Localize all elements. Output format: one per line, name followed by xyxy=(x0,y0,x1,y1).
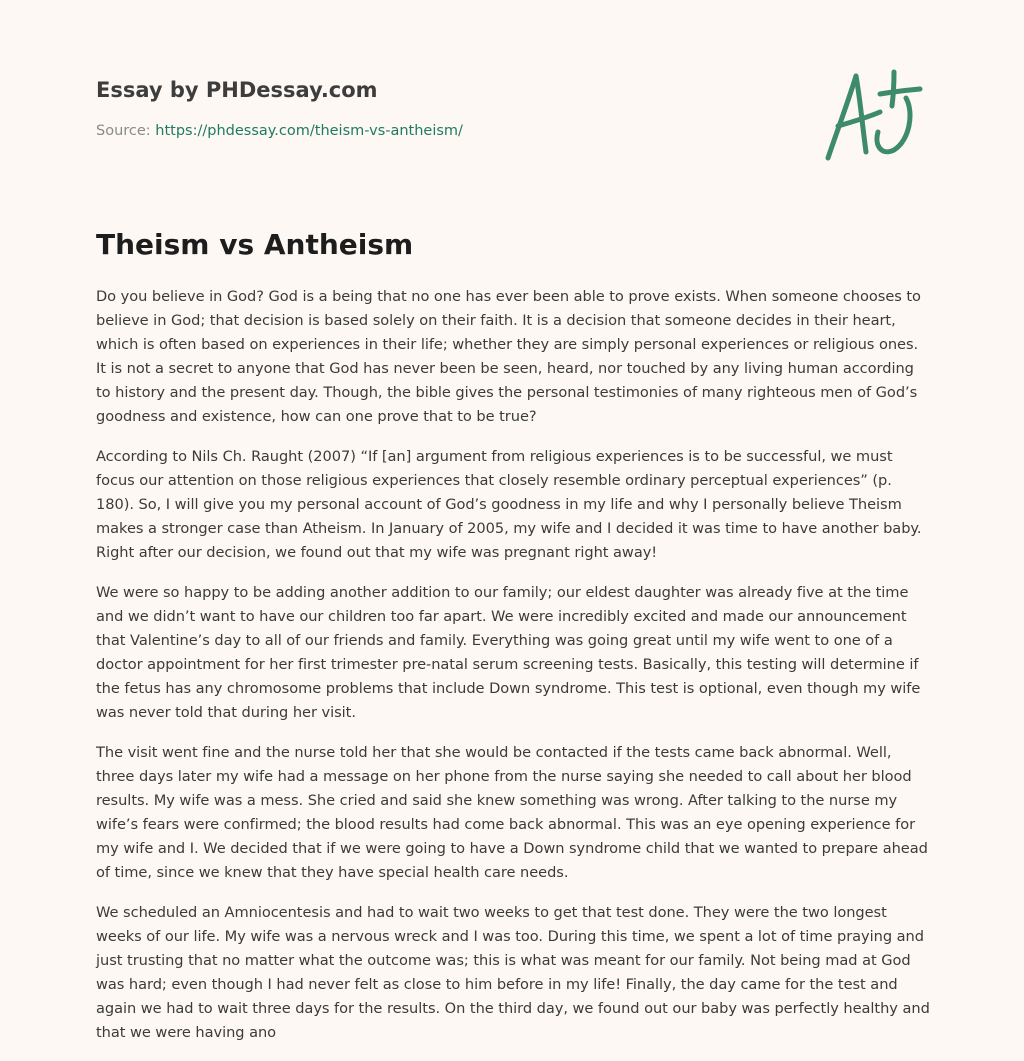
paragraph: According to Nils Ch. Raught (2007) “If [an] argument from religious experiences is to be successful, we must focus our attention on those religious experiences that closely resemble ordinary perceptual experiences” (p. 180). So, I will give you my personal account of God’s goodness in my life and why I personally believe Theism makes a stronger case than Atheism. In January of 2005, my wife and I decided it was time to have another baby. Right after our decision, we found out that my wife was pregnant right away! xyxy=(96,448,922,561)
paragraph: We were so happy to be adding another addition to our family; our eldest daughter was already five at the time and we didn’t want to have our children too far apart. We were incredibly excited and made our announcement that Valentine’s day to all of our friends and family. Everything was going great until my wife went to one of a doctor appointment for her first trimester pre-natal serum screening tests. Basically, this testing will determine if the fetus has any chromosome problems that include Down syndrome. This test is optional, even though my wife was never told that during her visit. xyxy=(96,584,921,721)
a-plus-grade-icon xyxy=(822,68,926,164)
essay-body xyxy=(96,285,932,1061)
source-link[interactable]: https://phdessay.com/theism-vs-antheism/ xyxy=(155,123,463,139)
essay-header xyxy=(96,76,796,141)
paragraph: The visit went fine and the nurse told her that she would be contacted if the tests came back abnormal. Well, three days later my wife had a message on her phone from the nurse saying she needed to call about her blood results. My wife was a mess. She cried and said she knew something was wrong. After talking to the nurse my wife’s fears were confirmed; the blood results had come back abnormal. This was an eye opening experience for my wife and I. We decided that if we were going to have a Down syndrome child that we wanted to prepare ahead of time, since we knew that they have special health care needs. xyxy=(96,744,928,881)
source-line xyxy=(96,121,796,141)
paragraph: We scheduled an Amniocentesis and had to wait two weeks to get that test done. They were the two longest weeks of our life. My wife was a nervous wreck and I was too. During this time, we spent a lot of time praying and just trusting that no matter what the outcome was; this is what was meant for our family. Not being mad at God was hard; even though I had never felt as close to him before in my life! Finally, the day came for the test and again we had to wait three days for the results. On the third day, we found out our baby was perfectly healthy and that we were having ano xyxy=(96,904,930,1041)
site-brand: Essay by PHDessay.com xyxy=(96,78,378,102)
source-label: Source: xyxy=(96,123,151,139)
essay-title: Theism vs Antheism xyxy=(96,228,414,261)
paragraph: Do you believe in God? God is a being that no one has ever been able to prove exists. When someone chooses to believe in God; that decision is based solely on their faith. It is a decision that someone decides in their heart, which is often based on experiences in their life; whether they are simply personal experiences or religious ones. It is not a secret to anyone that God has never been be seen, heard, nor touched by any living human according to history and the present day. Though, the bible gives the personal testimonies of many righteous men of God’s goodness and existence, how can one prove that to be true? xyxy=(96,288,921,425)
